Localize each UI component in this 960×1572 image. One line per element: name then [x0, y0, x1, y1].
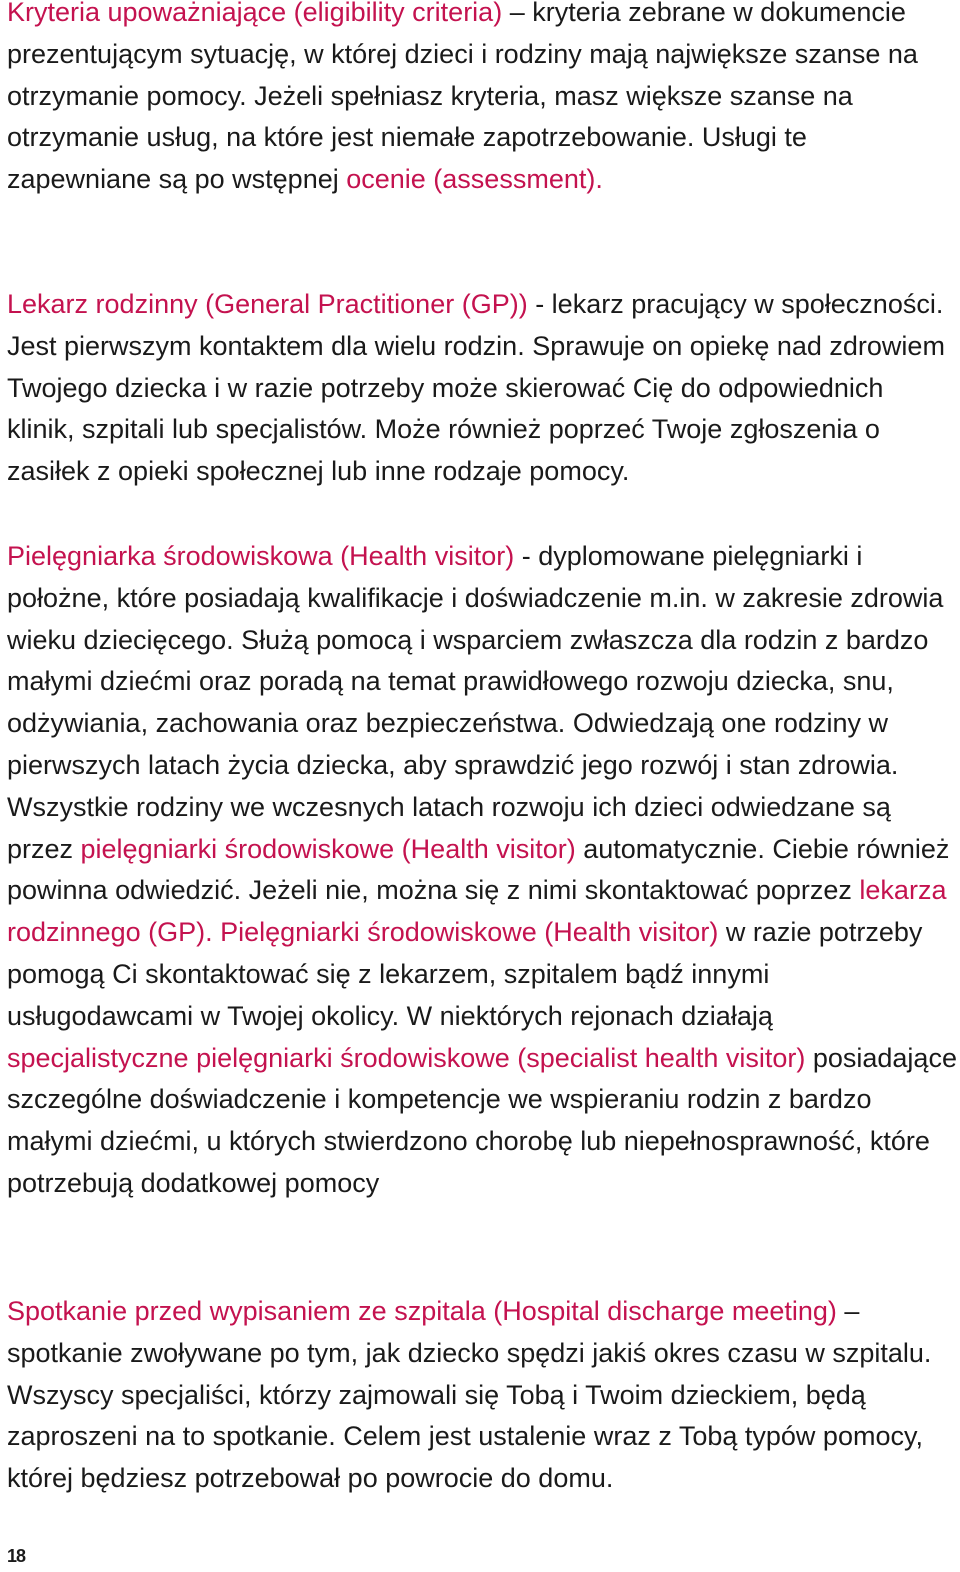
definition-eligibility-criteria: – kryteria zebrane w dokumencie prezentującym sytuację, w której dzieci i rodziny mają największe szanse na otrzymanie pomocy. Jeżeli spełniasz kryteria, masz większe szanse na otrzymanie usług, na które jest niemałe zapotrzebowanie. Usługi te zapewniane są po wstępnej: [7, 0, 918, 195]
paragraph-eligibility-criteria: [7, 0, 957, 201]
definition-gp: - lekarz pracujący w społeczności. Jest pierwszym kontaktem dla wielu rodzin. Sprawuje on opiekę nad zdrowiem Twojego dziecka i w razie potrzeby może skierować Cię do odpowiednich klinik, szpitali lub specjalistów. Może również poprzeć Twoje zgłoszenia o zasiłek z opieki społecznej lub inne rodzaje pomocy.: [7, 289, 945, 487]
term-health-visitor-plural: pielęgniarki środowiskowe (Health visitor): [80, 833, 576, 864]
definition-health-visitor-part-3: w razie potrzeby pomogą Ci skontaktować się z lekarzem, szpitalem bądź innymi usługodawcami w Twojej okolicy. W niektórych rejonach działają: [7, 917, 923, 1031]
term-gp-reference: lekarza rodzinnego (GP).: [7, 875, 947, 948]
definition-health-visitor-spacer: [213, 917, 221, 947]
definition-health-visitor-part-1: - dyplomowane pielęgniarki i położne, które posiadają kwalifikacje i doświadczenie m.in. w zakresie zdrowia wieku dziecięcego. Służą pomocą i wsparciem zwłaszcza dla rodzin z bardzo małymi dziećmi oraz poradą na temat prawidłowego rozwoju dziecka, snu, odżywiania, zachowania oraz bezpieczeństwa. Odwiedzają one rodziny w pierwszych latach życia dziecka, aby sprawdzić jego rozwój i stan zdrowia. Wszystkie rodziny we wczesnych latach rozwoju ich dzieci odwiedzane są przez: [7, 541, 944, 864]
term-gp: Lekarz rodzinny (General Practitioner (GP)): [7, 289, 528, 319]
definition-health-visitor-part-2: automatycznie. Ciebie również powinna odwiedzić. Jeżeli nie, można się z nimi skontaktować poprzez: [7, 833, 950, 906]
paragraph-hospital-discharge: [7, 1291, 957, 1500]
term-specialist-health-visitor: specjalistyczne pielęgniarki środowiskowe (specialist health visitor): [7, 1042, 806, 1073]
paragraph-gp: [7, 284, 957, 493]
term-hospital-discharge-meeting: Spotkanie przed wypisaniem ze szpitala (Hospital discharge meeting): [7, 1296, 837, 1326]
page-number: 18: [7, 1546, 26, 1566]
paragraph-health-visitor: [7, 536, 957, 1205]
term-eligibility-criteria: Kryteria upoważniające (eligibility criteria): [7, 0, 503, 27]
definition-health-visitor-part-4: posiadające szczególne doświadczenie i kompetencje we wspieraniu rodzin z bardzo małymi dziećmi, u których stwierdzono chorobę lub niepełnosprawność, które potrzebują dodatkowej pomocy: [7, 1042, 957, 1198]
definition-hospital-discharge-meeting: – spotkanie zwoływane po tym, jak dziecko spędzi jakiś okres czasu w szpitalu. Wszyscy specjaliści, którzy zajmowali się Tobą i Twoim dzieckiem, będą zaproszeni na to spotkanie. Celem jest ustalenie wraz z Tobą typów pomocy, której będziesz potrzebował po powrocie do domu.: [7, 1296, 932, 1494]
term-health-visitor-plural-2: Pielęgniarki środowiskowe (Health visitor): [220, 917, 719, 948]
term-assessment: ocenie (assessment).: [346, 164, 603, 195]
term-health-visitor: Pielęgniarka środowiskowa (Health visitor): [7, 541, 515, 571]
